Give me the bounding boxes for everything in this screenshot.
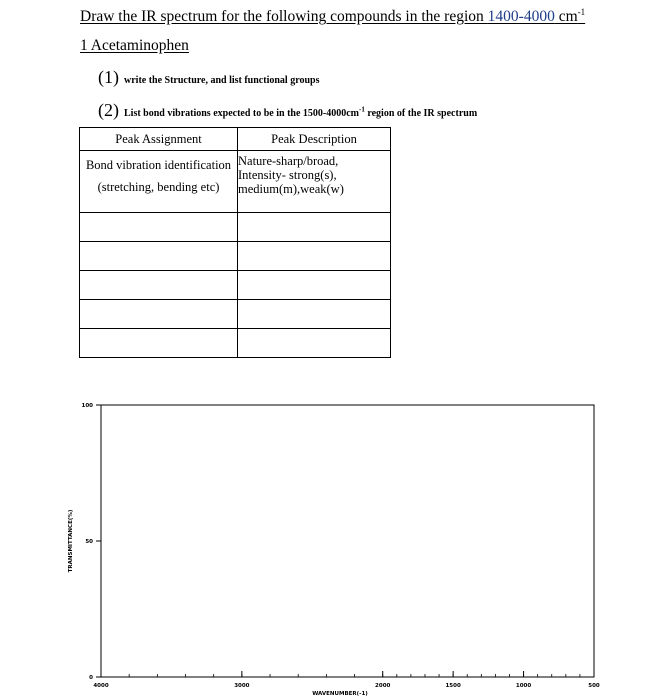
step-2: (2) List bond vibrations expected to be in the $1500-4000cm^{-1}$ region of the IR spectrum bbox=[98, 100, 478, 120]
y-tick-label: 50 bbox=[85, 539, 93, 545]
blank-cell[interactable] bbox=[238, 329, 391, 358]
page-title: Draw the IR spectrum for the following compounds in the region 1400-4000 $cm^{-1}$ bbox=[80, 7, 586, 26]
blank-cell[interactable] bbox=[80, 213, 238, 242]
plot-frame bbox=[101, 405, 594, 677]
description-instructions: Nature-sharp/broad, Intensity- strong(s), medium(m),weak(w) bbox=[238, 151, 391, 213]
step-1-number: (1) bbox=[98, 67, 119, 87]
step-1-text: write the Structure, and list functional groups bbox=[124, 75, 320, 86]
header-peak-assignment: Peak Assignment bbox=[80, 128, 238, 151]
blank-cell[interactable] bbox=[80, 271, 238, 300]
blank-cell[interactable] bbox=[80, 329, 238, 358]
assignment-instructions: Bond vibration identification (stretching, bending etc) bbox=[80, 151, 238, 213]
blank-cell[interactable] bbox=[80, 300, 238, 329]
y-axis bbox=[82, 403, 101, 681]
step-1 bbox=[98, 67, 319, 88]
table-row bbox=[80, 242, 391, 271]
table-row bbox=[80, 213, 391, 242]
blank-cell[interactable] bbox=[238, 271, 391, 300]
blank-cell[interactable] bbox=[80, 242, 238, 271]
ir-spectrum-chart bbox=[0, 395, 664, 700]
table-row bbox=[80, 300, 391, 329]
x-tick-label: 1000 bbox=[515, 683, 532, 689]
title-range: 1400-4000 bbox=[487, 8, 555, 26]
blank-cell[interactable] bbox=[238, 300, 391, 329]
header-peak-description: Peak Description bbox=[238, 128, 391, 151]
y-axis-label: TRANSMITTANCE(%) bbox=[68, 509, 74, 573]
y-tick-label: 0 bbox=[89, 675, 93, 681]
x-axis bbox=[93, 671, 600, 689]
x-tick-label: 1500 bbox=[445, 683, 461, 689]
step-2-number: (2) bbox=[98, 100, 119, 120]
table-row bbox=[80, 271, 391, 300]
blank-cell[interactable] bbox=[238, 213, 391, 242]
peak-table bbox=[79, 127, 391, 358]
x-tick-label: 2000 bbox=[375, 683, 391, 689]
x-tick-label: 3000 bbox=[234, 683, 250, 689]
x-axis-label: WAVENUMBER(-1) bbox=[312, 691, 368, 697]
table-row bbox=[80, 329, 391, 358]
blank-cell[interactable] bbox=[238, 242, 391, 271]
y-tick-label: 100 bbox=[81, 403, 93, 409]
compound-name: 1 Acetaminophen bbox=[80, 37, 189, 54]
x-tick-label: 500 bbox=[588, 683, 600, 689]
x-tick-label: 4000 bbox=[93, 683, 109, 689]
